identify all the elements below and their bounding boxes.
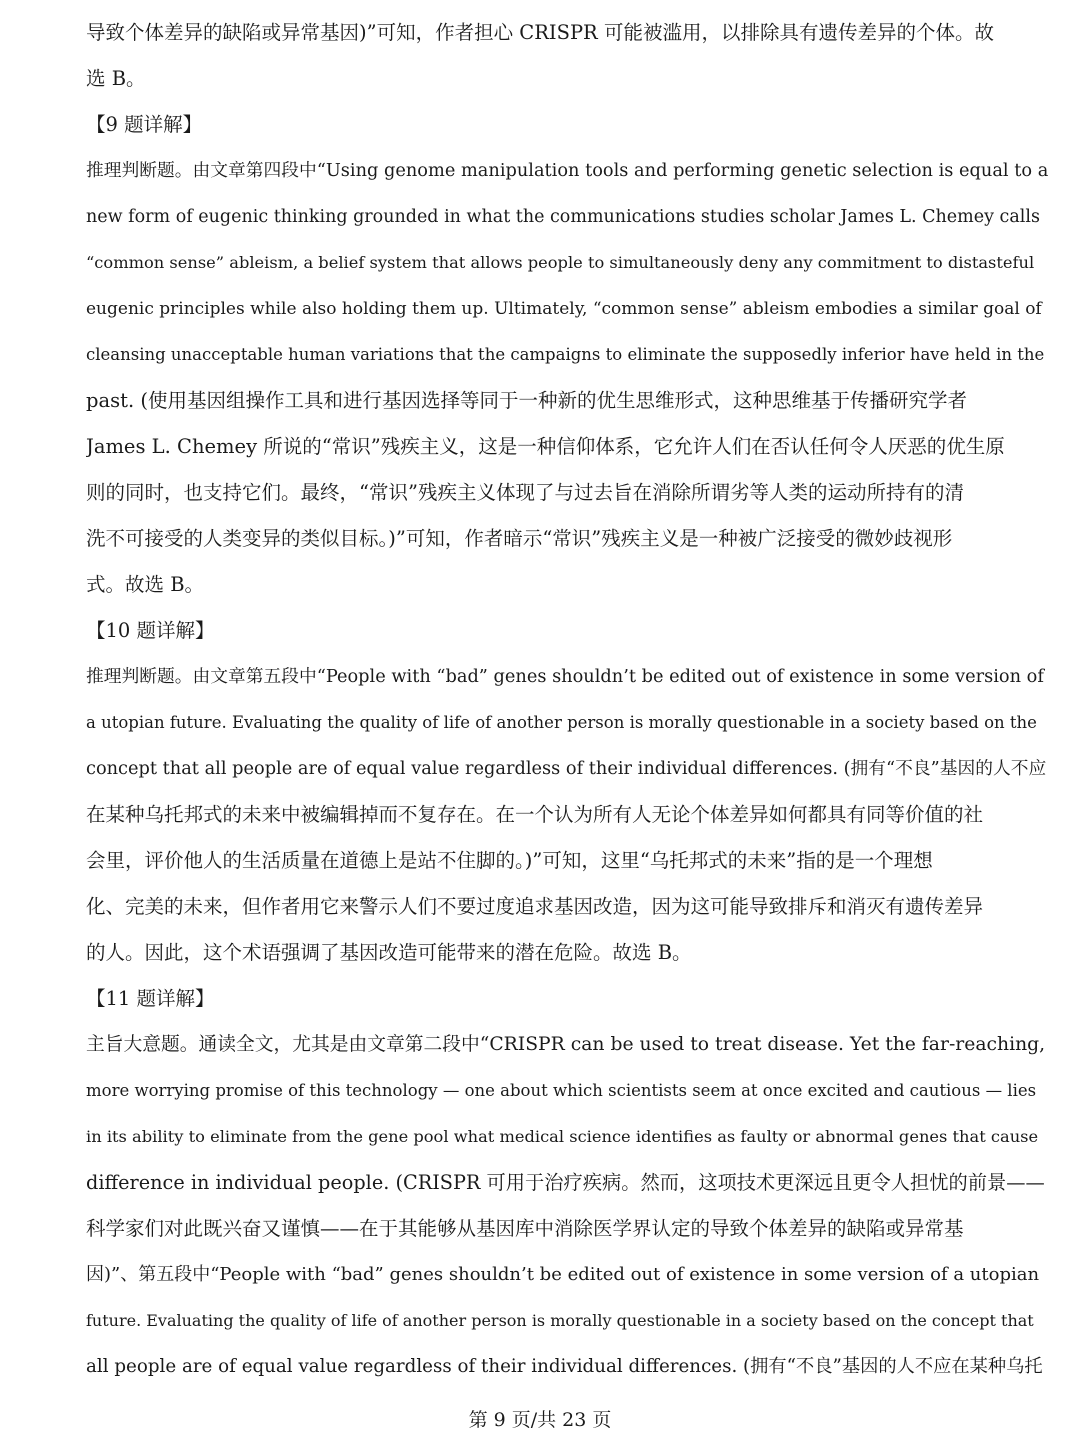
text-line: James L. Chemey 所说的“常识”残疾主义，这是一种信仰体系，它允许人们在否认任何令人厌恶的优生原 <box>86 435 1005 458</box>
section-heading-q11: 【11 题详解】 <box>86 987 215 1010</box>
text-line: 的人。因此，这个术语强调了基因改造可能带来的潜在危险。故选 B。 <box>86 941 692 964</box>
text-line: in its ability to eliminate from the gene pool what medical science identifies as faulty or abnormal genes that cause <box>86 1127 1039 1146</box>
text-line: difference in individual people. (CRISPR 可用于治疗疾病。然而，这项技术更深远且更令人担忧的前景—— <box>86 1171 1045 1194</box>
text-line: 选 B。 <box>86 67 146 90</box>
text-line: future. Evaluating the quality of life of another person is morally questionable in a society based on the concept that <box>86 1311 1034 1330</box>
text-line: 洗不可接受的人类变异的类似目标。)”可知，作者暗示“常识”残疾主义是一种被广泛接受的微妙歧视形 <box>86 527 953 550</box>
section-heading-q9: 【9 题详解】 <box>86 113 203 136</box>
text-line: eugenic principles while also holding them up. Ultimately, “common sense” ableism embodies a similar goal of <box>86 299 1042 319</box>
text-line: 导致个体差异的缺陷或异常基因)”可知，作者担心 CRISPR 可能被滥用，以排除具有遗传差异的个体。故 <box>86 21 994 44</box>
text-line: past. (使用基因组操作工具和进行基因选择等同于一种新的优生思维形式，这种思维基于传播研究学者 <box>86 389 967 412</box>
text-line: all people are of equal value regardless of their individual differences. (拥有“不良”基因的人不应在某种乌托 <box>86 1356 1043 1377</box>
text-line: 科学家们对此既兴奋又谨慎——在于其能够从基因库中消除医学界认定的导致个体差异的缺陷或异常基 <box>86 1217 964 1240</box>
text-line: 则的同时，也支持它们。最终，“常识”残疾主义体现了与过去旨在消除所谓劣等人类的运动所持有的清 <box>86 481 964 504</box>
text-line: cleansing unacceptable human variations that the campaigns to eliminate the supposedly inferior have held in the <box>86 345 1045 364</box>
text-line: 会里，评价他人的生活质量在道德上是站不住脚的。)”可知，这里“乌托邦式的未来”指的是一个理想 <box>86 849 933 872</box>
section-heading-q10: 【10 题详解】 <box>86 619 215 642</box>
text-line: 因)”、第五段中“People with “bad” genes shouldn’t be edited out of existence in some version of a utopian <box>86 1264 1040 1285</box>
text-line: 化、完美的未来，但作者用它来警示人们不要过度追求基因改造，因为这可能导致排斥和消灭有遗传差异 <box>86 895 984 918</box>
text-line: new form of eugenic thinking grounded in what the communications studies scholar James L. Chemey calls <box>86 207 1040 227</box>
text-line: concept that all people are of equal value regardless of their individual differences. (拥有“不良”基因的人不应 <box>86 759 1047 779</box>
text-line: 推理判断题。由文章第四段中“Using genome manipulation tools and performing genetic selection is equal to a <box>86 161 1048 181</box>
text-line: 主旨大意题。通读全文，尤其是由文章第二段中“CRISPR can be used to treat disease. Yet the far-reaching, <box>86 1034 1046 1055</box>
page-number-footer: 第 9 页/共 23 页 <box>468 1409 612 1431</box>
text-line: 式。故选 B。 <box>86 573 205 596</box>
text-line: more worrying promise of this technology — one about which scientists seem at once excited and cautious — lies <box>86 1081 1037 1100</box>
text-line: 推理判断题。由文章第五段中“People with “bad” genes shouldn’t be edited out of existence in some version of <box>86 667 1044 687</box>
text-line: 在某种乌托邦式的未来中被编辑掉而不复存在。在一个认为所有人无论个体差异如何都具有同等价值的社 <box>86 803 984 826</box>
text-line: a utopian future. Evaluating the quality of life of another person is morally questionable in a society based on the <box>86 713 1037 732</box>
text-line: “common sense” ableism, a belief system that allows people to simultaneously deny any commitment to distasteful <box>86 253 1035 272</box>
